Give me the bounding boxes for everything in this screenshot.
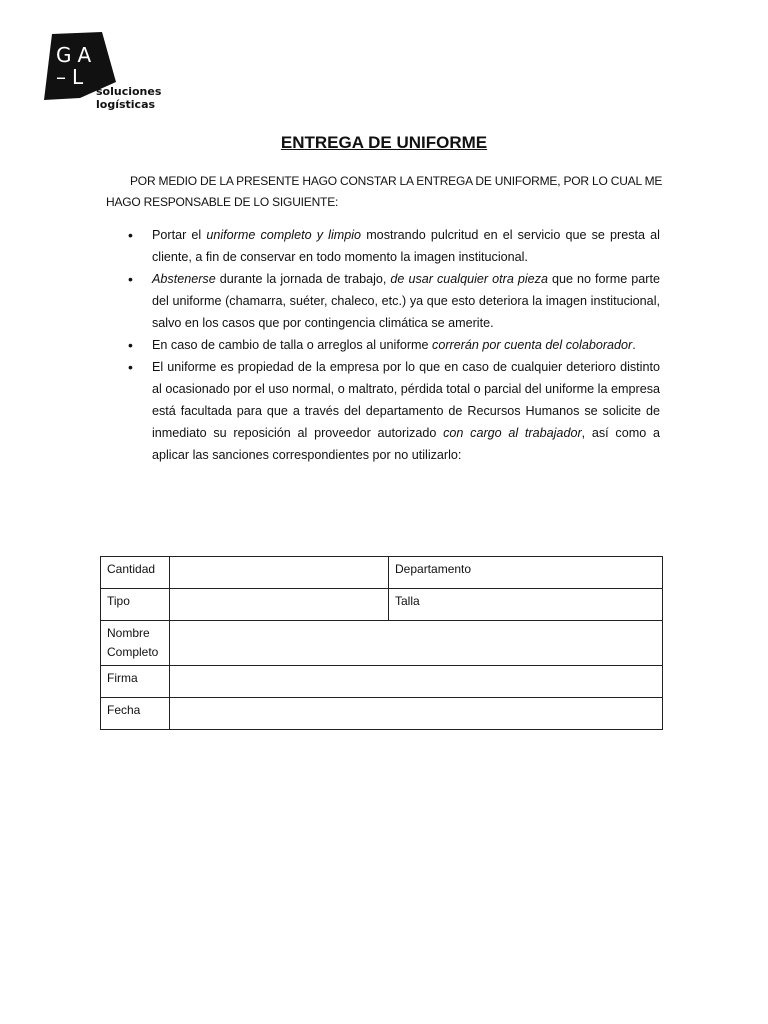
- tipo-label: Tipo: [101, 589, 170, 621]
- bullet-icon: •: [128, 359, 133, 375]
- logo-mark-line2: –L: [56, 65, 90, 89]
- bullet-icon: •: [128, 271, 133, 287]
- list-item: • En caso de cambio de talla o arreglos al uniforme correrán por cuenta del colaborador.: [128, 334, 660, 356]
- logo-mark-line1: GA: [56, 43, 98, 67]
- firma-field[interactable]: [170, 666, 663, 698]
- logo-company-line2: logísticas: [96, 98, 156, 111]
- talla-label: Talla: [389, 589, 663, 621]
- bullet-icon: •: [128, 227, 133, 243]
- table-row: [101, 698, 663, 730]
- responsibility-list: [128, 224, 660, 466]
- table-row: [101, 557, 663, 589]
- fecha-field[interactable]: [170, 698, 663, 730]
- fecha-label: Fecha: [101, 698, 170, 730]
- list-item: • El uniforme es propiedad de la empresa por lo que en caso de cualquier deterioro distinto al ocasionado por el uso normal, o maltrato, pérdida total o parcial del uniforme la empresa está facultada para que a través del departamento de Recursos Humanos se solicite de inmediato su reposición al proveedor autorizado con cargo al trabajador, así como a aplicar las sanciones correspondientes por no utilizarlo:: [128, 356, 660, 466]
- table-row: [101, 621, 663, 666]
- table-row: [101, 666, 663, 698]
- bullet-icon: •: [128, 337, 133, 353]
- tipo-field[interactable]: [170, 589, 389, 621]
- table-row: [101, 589, 663, 621]
- logo-company-line1: soluciones: [96, 85, 162, 98]
- departamento-label: Departamento: [389, 557, 663, 589]
- document-title: ENTREGA DE UNIFORME: [280, 133, 488, 152]
- nombre-completo-label: Nombre Completo: [101, 621, 170, 666]
- intro-paragraph: POR MEDIO DE LA PRESENTE HAGO CONSTAR LA ENTREGA DE UNIFORME, POR LO CUAL ME HAGO RESPONSABLE DE LO SIGUIENTE:: [106, 174, 663, 209]
- cantidad-label: Cantidad: [101, 557, 170, 589]
- firma-label: Firma: [101, 666, 170, 698]
- cantidad-field[interactable]: [170, 557, 389, 589]
- company-logo: [42, 32, 202, 122]
- logo-company-name: [96, 85, 161, 111]
- list-item: • Portar el uniforme completo y limpio mostrando pulcritud en el servicio que se presta al cliente, a fin de conservar en todo momento la imagen institucional.: [128, 224, 660, 268]
- uniform-form-table: [100, 556, 663, 730]
- list-item: • Abstenerse durante la jornada de trabajo, de usar cualquier otra pieza que no forme parte del uniforme (chamarra, suéter, chaleco, etc.) ya que esto deteriora la imagen institucional, salvo en los casos que por contingencia climática se amerite.: [128, 268, 660, 334]
- nombre-completo-field[interactable]: [170, 621, 663, 666]
